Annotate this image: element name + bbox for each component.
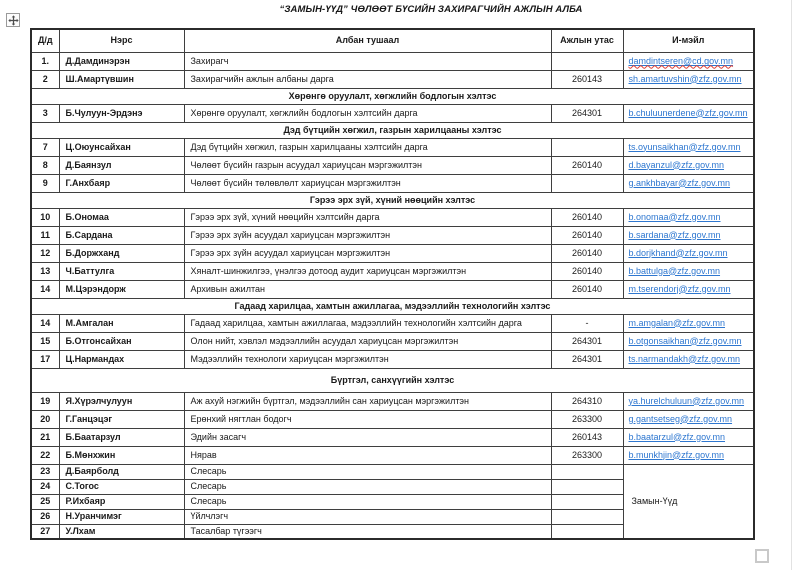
email-cell	[623, 138, 754, 156]
merged-location-cell: Замын-Үүд	[623, 464, 754, 539]
email-cell	[623, 244, 754, 262]
email-link[interactable]: b.battulga@zfz.gov.mn	[628, 265, 721, 276]
staff-contact-table	[30, 28, 755, 540]
work-phone: 263300	[551, 446, 623, 464]
row-number: 19	[31, 392, 59, 410]
person-name: Ц.Оюунсайхан	[59, 138, 184, 156]
work-phone: 264301	[551, 350, 623, 368]
table-row	[31, 174, 754, 192]
table-row	[31, 104, 754, 122]
email-link[interactable]: b.chuluunerdene@zfz.gov.mn	[628, 107, 748, 118]
email-link[interactable]: b.sardana@zfz.gov.mn	[628, 229, 721, 240]
work-phone: 260140	[551, 156, 623, 174]
email-link[interactable]: b.baatarzul@zfz.gov.mn	[628, 431, 726, 442]
work-phone	[551, 479, 623, 494]
table-resize-handle[interactable]	[755, 549, 769, 563]
table-row	[31, 138, 754, 156]
email-link[interactable]: g.ankhbayar@zfz.gov.mn	[628, 177, 731, 188]
person-name: Б.Отгонсайхан	[59, 332, 184, 350]
row-number: 11	[31, 226, 59, 244]
person-name: Б.Ономаа	[59, 208, 184, 226]
person-position: Хөрөнгө оруулалт, хөгжлийн бодлогын хэлтсийн дарга	[184, 104, 551, 122]
email-cell	[623, 174, 754, 192]
row-number: 13	[31, 262, 59, 280]
table-row	[31, 332, 754, 350]
section-header-label: Гэрээ эрх зүй, хүний нөөцийн хэлтэс	[31, 192, 754, 208]
work-phone	[551, 464, 623, 479]
person-name: Ц.Нармандах	[59, 350, 184, 368]
four-way-arrow-icon	[8, 15, 19, 26]
header-position: Албан тушаал	[184, 29, 551, 52]
person-position: Аж ахуй нэгжийн бүртгэл, мэдээллийн сан хариуцсан мэргэжилтэн	[184, 392, 551, 410]
person-position: Захирагч	[184, 52, 551, 70]
email-link[interactable]: m.amgalan@zfz.gov.mn	[628, 317, 726, 328]
section-header-row	[31, 368, 754, 392]
email-cell	[623, 226, 754, 244]
email-link[interactable]: m.tserendorj@zfz.gov.mn	[628, 283, 731, 294]
person-name: Н.Уранчимэг	[59, 509, 184, 524]
work-phone: 260143	[551, 428, 623, 446]
email-cell	[623, 156, 754, 174]
person-name: Д.Баярболд	[59, 464, 184, 479]
email-link[interactable]: ts.narmandakh@zfz.gov.mn	[628, 353, 741, 364]
email-link[interactable]: d.bayanzul@zfz.gov.mn	[628, 159, 725, 170]
row-number: 7	[31, 138, 59, 156]
email-cell	[623, 280, 754, 298]
table-row	[31, 226, 754, 244]
person-position: Гэрээ эрх зүй, хүний нөөцийн хэлтсийн дарга	[184, 208, 551, 226]
row-number: 12	[31, 244, 59, 262]
person-position: Архивын ажилтан	[184, 280, 551, 298]
row-number: 10	[31, 208, 59, 226]
row-number: 22	[31, 446, 59, 464]
page-title: “ЗАМЫН-ҮҮД” ЧӨЛӨӨТ БҮСИЙН ЗАХИРАГЧИЙН АЖЛЫН АЛБА	[279, 4, 583, 15]
email-link[interactable]: b.onomaa@zfz.gov.mn	[628, 211, 721, 222]
row-number: 20	[31, 410, 59, 428]
section-header-row	[31, 88, 754, 104]
person-name: Б.Баатарзул	[59, 428, 184, 446]
person-name: М.Цэрэндорж	[59, 280, 184, 298]
person-position: Мэдээллийн технологи хариуцсан мэргэжилтэн	[184, 350, 551, 368]
person-position: Олон нийт, хэвлэл мэдээллийн асуудал хариуцсан мэргэжилтэн	[184, 332, 551, 350]
work-phone: 264301	[551, 332, 623, 350]
section-header-row	[31, 192, 754, 208]
table-row	[31, 52, 754, 70]
work-phone: 263300	[551, 410, 623, 428]
table-row	[31, 410, 754, 428]
email-cell	[623, 410, 754, 428]
table-row	[31, 244, 754, 262]
email-cell	[623, 104, 754, 122]
email-link[interactable]: sh.amartuvshin@zfz.gov.mn	[628, 73, 742, 84]
row-number: 9	[31, 174, 59, 192]
table-row	[31, 428, 754, 446]
person-position: Чөлөөт бүсийн төлөвлөлт хариуцсан мэргэжилтэн	[184, 174, 551, 192]
table-row	[31, 208, 754, 226]
row-number: 3	[31, 104, 59, 122]
table-row	[31, 464, 754, 479]
row-number: 24	[31, 479, 59, 494]
email-link[interactable]: ya.hurelchuluun@zfz.gov.mn	[628, 395, 745, 406]
header-email: И-мэйл	[623, 29, 754, 52]
table-row	[31, 314, 754, 332]
spellcheck-underline-text: damdintseren@cd.gov.mn	[628, 55, 734, 66]
work-phone: 264310	[551, 392, 623, 410]
row-number: 14	[31, 280, 59, 298]
email-cell	[623, 332, 754, 350]
row-number: 27	[31, 524, 59, 539]
person-position: Дэд бүтцийн хөгжил, газрын харилцааны хэлтсийн дарга	[184, 138, 551, 156]
section-header-label: Бүртгэл, санхүүгийн хэлтэс	[31, 368, 754, 392]
row-number: 8	[31, 156, 59, 174]
row-number: 23	[31, 464, 59, 479]
person-name: Ч.Баттулга	[59, 262, 184, 280]
person-position: Слесарь	[184, 494, 551, 509]
person-position: Гэрээ эрх зүйн асуудал хариуцсан мэргэжилтэн	[184, 244, 551, 262]
person-name: Б.Сардана	[59, 226, 184, 244]
table-move-handle-icon[interactable]	[6, 13, 20, 27]
table-row	[31, 280, 754, 298]
email-cell	[623, 428, 754, 446]
work-phone: 260143	[551, 70, 623, 88]
work-phone: 260140	[551, 262, 623, 280]
work-phone	[551, 174, 623, 192]
email-link[interactable]: b.munkhjin@zfz.gov.mn	[628, 449, 725, 460]
email-link[interactable]	[629, 56, 734, 66]
person-position: Слесарь	[184, 479, 551, 494]
email-link[interactable]: b.otgonsaikhan@zfz.gov.mn	[628, 335, 742, 346]
email-cell	[623, 208, 754, 226]
person-position: Хяналт-шинжилгээ, үнэлгээ дотоод аудит хариуцсан мэргэжилтэн	[184, 262, 551, 280]
section-header-label: Гадаад харилцаа, хамтын ажиллагаа, мэдээллийн технологийн хэлтэс	[31, 298, 754, 314]
person-name: М.Амгалан	[59, 314, 184, 332]
person-position: Чөлөөт бүсийн газрын асуудал хариуцсан мэргэжилтэн	[184, 156, 551, 174]
person-name: Г.Ганцэцэг	[59, 410, 184, 428]
person-name: С.Тогос	[59, 479, 184, 494]
email-cell	[623, 314, 754, 332]
work-phone	[551, 494, 623, 509]
header-number: Д/д	[31, 29, 59, 52]
person-name: Д.Дамдинэрэн	[59, 52, 184, 70]
person-name: Ш.Амартүвшин	[59, 70, 184, 88]
row-number: 21	[31, 428, 59, 446]
table-row	[31, 70, 754, 88]
header-phone: Ажлын утас	[551, 29, 623, 52]
person-position: Тасалбар түгээгч	[184, 524, 551, 539]
email-cell	[623, 446, 754, 464]
person-name: Д.Баянзул	[59, 156, 184, 174]
section-header-row	[31, 298, 754, 314]
row-number: 15	[31, 332, 59, 350]
person-name: У.Лхам	[59, 524, 184, 539]
row-number: 26	[31, 509, 59, 524]
row-number: 25	[31, 494, 59, 509]
work-phone	[551, 52, 623, 70]
person-position: Үйлчлэгч	[184, 509, 551, 524]
row-number: 1.	[31, 52, 59, 70]
person-name: Б.Доржханд	[59, 244, 184, 262]
email-cell	[623, 350, 754, 368]
work-phone	[551, 509, 623, 524]
page-edge-line	[791, 0, 792, 570]
row-number: 14	[31, 314, 59, 332]
table-row	[31, 392, 754, 410]
person-position: Гэрээ эрх зүйн асуудал хариуцсан мэргэжилтэн	[184, 226, 551, 244]
work-phone: 264301	[551, 104, 623, 122]
section-header-label: Дэд бүтцийн хөгжил, газрын харилцааны хэлтэс	[31, 122, 754, 138]
table-row	[31, 446, 754, 464]
person-position: Слесарь	[184, 464, 551, 479]
header-name: Нэрс	[59, 29, 184, 52]
table-row	[31, 156, 754, 174]
email-cell	[623, 262, 754, 280]
work-phone: 260140	[551, 244, 623, 262]
person-position: Захирагчийн ажлын албаны дарга	[184, 70, 551, 88]
person-position: Ерөнхий нягтлан бодогч	[184, 410, 551, 428]
section-header-row	[31, 122, 754, 138]
person-name: Г.Анхбаяр	[59, 174, 184, 192]
table-row	[31, 350, 754, 368]
email-cell	[623, 392, 754, 410]
email-link[interactable]: b.dorjkhand@zfz.gov.mn	[628, 247, 728, 258]
person-name: Б.Чулуун-Эрдэнэ	[59, 104, 184, 122]
table-row	[31, 262, 754, 280]
person-name: Б.Мөнхжин	[59, 446, 184, 464]
work-phone: 260140	[551, 208, 623, 226]
person-name: Р.Ихбаяр	[59, 494, 184, 509]
section-header-label: Хөрөнгө оруулалт, хөгжлийн бодлогын хэлтэс	[31, 88, 754, 104]
email-link[interactable]: g.gantsetseg@zfz.gov.mn	[628, 413, 733, 424]
work-phone: 260140	[551, 280, 623, 298]
staff-table-body	[31, 52, 754, 539]
person-name: Я.Хүрэлчулуун	[59, 392, 184, 410]
person-position: Эдийн засагч	[184, 428, 551, 446]
email-cell	[623, 52, 754, 70]
person-position: Нярав	[184, 446, 551, 464]
work-phone	[551, 138, 623, 156]
person-position: Гадаад харилцаа, хамтын ажиллагаа, мэдээллийн технологийн хэлтсийн дарга	[184, 314, 551, 332]
row-number: 17	[31, 350, 59, 368]
row-number: 2	[31, 70, 59, 88]
work-phone: 260140	[551, 226, 623, 244]
email-cell	[623, 70, 754, 88]
table-header-row	[31, 29, 754, 52]
work-phone: -	[551, 314, 623, 332]
work-phone	[551, 524, 623, 539]
email-link[interactable]: ts.oyunsaikhan@zfz.gov.mn	[628, 141, 741, 152]
